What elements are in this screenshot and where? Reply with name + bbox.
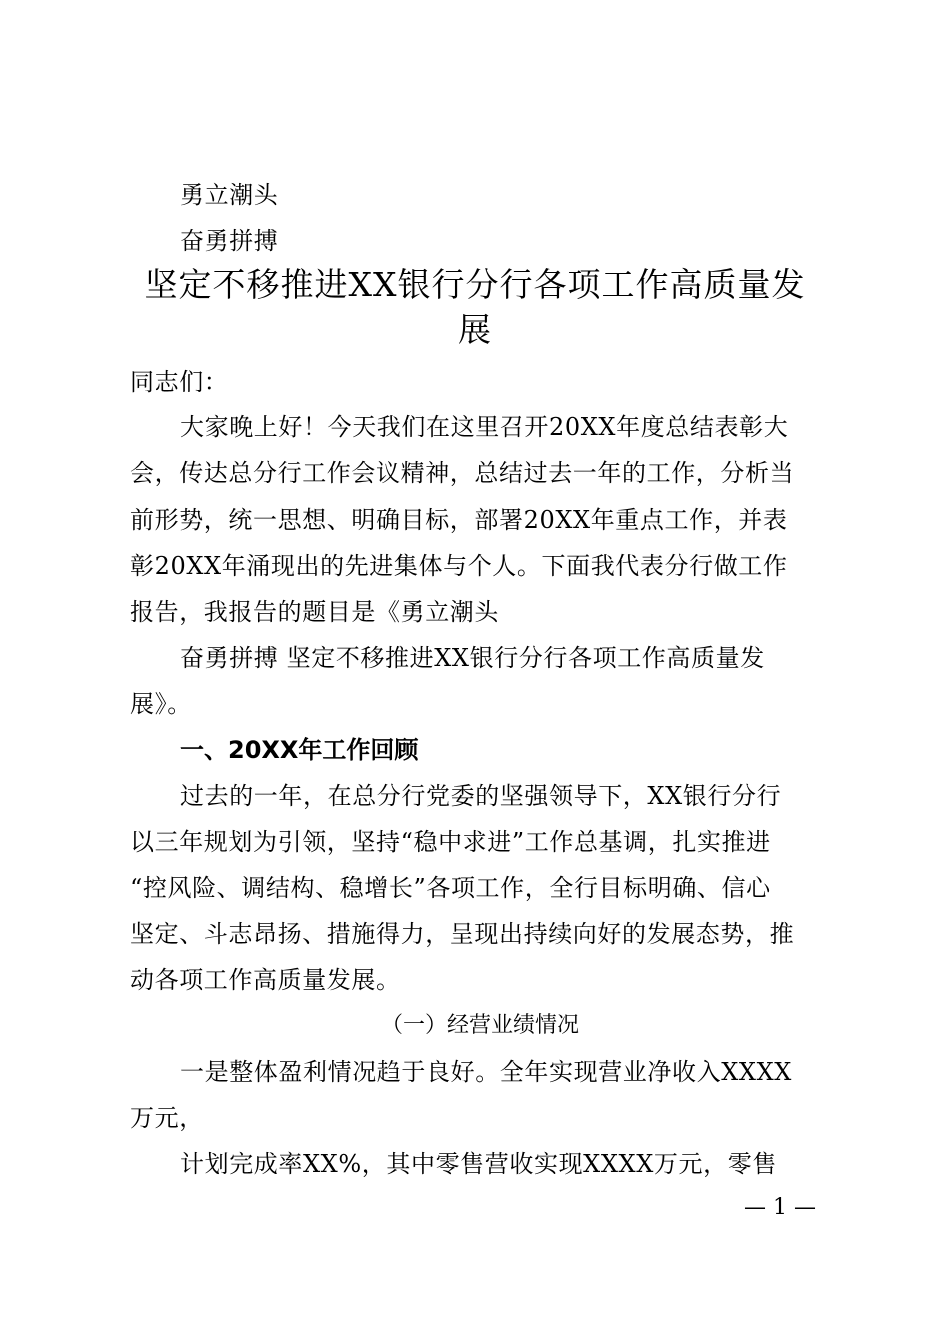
subtitle-line-2: 奋勇拼搏 — [180, 227, 279, 255]
salutation: 同志们： — [130, 368, 229, 396]
document-title-line-1: 坚定不移推进XX银行分行各项工作高质量发 — [144, 265, 806, 304]
section-1-line-3: “控风险、调结构、稳增长”各项工作，全行目标明确、信心 — [130, 874, 771, 902]
subtitle-line-1: 勇立潮头 — [180, 181, 279, 209]
subsection-1-heading: （一）经营业绩情况 — [380, 1013, 579, 1038]
intro-line-5: 报告，我报告的题目是《勇立潮头 — [130, 598, 499, 626]
page-number: — 1 — — [744, 1195, 816, 1220]
subsection-1-line-2: 万元， — [130, 1104, 204, 1132]
section-1-line-4: 坚定、斗志昂扬、措施得力，呈现出持续向好的发展态势，推 — [130, 920, 795, 948]
document-title-line-2: 展 — [458, 310, 492, 349]
section-1-line-1: 过去的一年，在总分行党委的坚强领导下，XX银行分行 — [180, 782, 782, 810]
intro2-line-1: 奋勇拼搏 坚定不移推进XX银行分行各项工作高质量发 — [180, 644, 765, 672]
intro-line-3: 前形势，统一思想、明确目标，部署20XX年重点工作，并表 — [130, 506, 788, 534]
intro-line-4: 彰20XX年涌现出的先进集体与个人。下面我代表分行做工作 — [130, 552, 788, 580]
section-1-line-5: 动各项工作高质量发展。 — [130, 966, 401, 994]
subsection-1-line-1: 一是整体盈利情况趋于良好。全年实现营业净收入XXXX — [180, 1058, 792, 1086]
section-1-heading: 一、20XX年工作回顾 — [180, 736, 419, 764]
subsection-1-line-3: 计划完成率XX%，其中零售营收实现XXXX万元，零售 — [180, 1150, 777, 1178]
intro-line-1: 大家晚上好！今天我们在这里召开20XX年度总结表彰大 — [180, 413, 789, 441]
intro2-line-2: 展》。 — [130, 690, 192, 718]
intro-line-2: 会，传达总分行工作会议精神，总结过去一年的工作，分析当 — [130, 459, 795, 487]
section-1-line-2: 以三年规划为引领，坚持“稳中求进”工作总基调，扎实推进 — [130, 828, 771, 856]
